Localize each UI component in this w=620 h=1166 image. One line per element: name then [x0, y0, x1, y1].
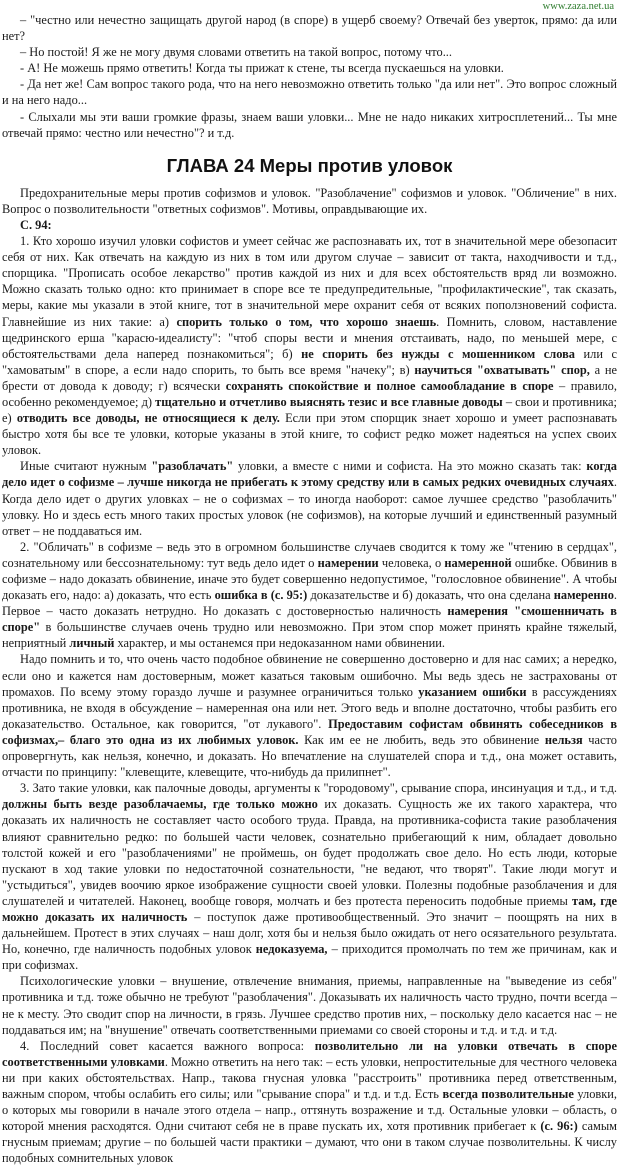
paragraph — [2, 458, 617, 538]
emphasized-text: должны быть везде разоблачаемы, где только можно — [2, 797, 318, 812]
text-segment: доказательстве и б) доказать, что она сделана — [307, 588, 554, 603]
text-segment: человека, о — [378, 555, 445, 570]
text-segment: – свои и противника; е) — [2, 394, 617, 426]
text-segment: . Первое – часто доказать нетрудно. Но доказать с достоверностью наличность — [2, 588, 617, 619]
chapter-title: ГЛАВА 24 Меры против уловок — [166, 154, 453, 176]
emphasized-text: там, где можно доказать их наличность — [2, 893, 617, 924]
text-segment: . Можно ответить на него так: – есть уловки, непростительные для честного человека ни при каких обстоятельствах. Напр., такова гнусная уловка "расстроить" противника перед ответственным, важным спором, чтобы ослабить его силы; или "срывание спора" и т.д. и т.д. Есть — [2, 1054, 618, 1101]
emphasized-text: нельзя — [544, 732, 583, 747]
paragraph — [2, 973, 617, 1037]
emphasized-text: сохранять спокойствие и полное самообладание в споре — [225, 378, 554, 393]
paragraph — [2, 651, 617, 780]
page-marker: С. 94: — [20, 217, 52, 232]
dialogue-line: - Да нет же! Сам вопрос такого рода, что на него невозможно ответить только "да или нет". Это вопрос сложный и на него надо... — [2, 77, 617, 108]
emphasized-text: намеренной — [444, 555, 512, 570]
text-segment: Как им ее не любить, ведь это обвинение — [298, 732, 545, 747]
emphasized-text: не спорить без нужды с мошенником слова — [301, 346, 575, 361]
text-segment: 2. "Обличать" в софизме – ведь это в огромном большинстве случаев сводится к тому же "чтению в сердцах", сознательному или бессознательному: тут ведь дело идет о — [2, 539, 617, 570]
text-segment: ошибке. Обвинив в софизме – надо доказать обвинение, иначе это будет совершенно недопустимое, "голословное обвинение". А чтобы доказать его, надо: а) доказать, что есть — [2, 555, 617, 603]
dialogue-line: – "честно или нечестно защищать другой народ (в споре) в ущерб своему? Отвечай без уверток, прямо: да или нет? — [2, 13, 617, 44]
text-segment: 3. Зато такие уловки, как палочные доводы, аргументы к "городовому", срывание спора, инсинуация и т.д., и т.д. — [20, 781, 617, 796]
emphasized-text: спорить только о том, что хорошо знаешь — [176, 314, 437, 329]
emphasized-text: намеренно — [553, 588, 614, 603]
emphasized-text: недоказуема, — [255, 942, 328, 957]
site-watermark: www.zaza.net.ua — [542, 1, 614, 12]
dialogue-line: – Но постой! Я же не могу двумя словами ответить на такой вопрос, потому что... — [20, 45, 453, 60]
emphasized-text: тщательно и отчетливо выяснять тезис и все главные доводы — [155, 394, 503, 409]
paragraph — [2, 539, 617, 652]
text-segment: их доказать. Сущность же их такого характера, что доказать их наличность не составляет часто особого труда. Правда, на противника-софиста такие разоблачения влияют сравнительно редко: по большей части человек, сознательно прибегающий к ним, обладает довольно толстой кожей и его "разоблачениями" не проймешь, он будет продолжать свое дело. Но есть люди, которые пускают в ход такие уловки по недостаточной сознательности, "не ведают, что творят". Такие люди могут и "устыдиться", увидев воочию яркое изображение сущности своей уловки. Полезны подобные разоблачения и для слушателей и читателей. Наконец, вообще говоря, молчать и без протеста переносить подобные приемы — [2, 797, 617, 908]
text-segment: . Когда дело идет о других уловках – не о софизмах – то иногда наоборот: самое лучшее средство "разоблачить" уловку. Но и здесь есть много таких простых уловок (не софизмов), на которые лучший и единственный разумный ответ – не поддаваться им. — [2, 475, 617, 538]
text-segment: Если при этом спорщик знает хорошо и умеет распознавать быстро хотя бы все те уловки, которые указаны в этой книге, то софист редко может надеяться на успех своих уловок. — [2, 411, 617, 458]
emphasized-text: "разоблачать" — [151, 459, 234, 474]
paragraph — [2, 233, 617, 458]
text-segment: в рассуждениях противника, не входя в обсуждение – намеренная она или нет. Этого ведь и вполне достаточно, чтобы разбить его доказательство. Остальное, как говорится, "от лукавого". — [2, 684, 617, 731]
emphasized-text: Предоставим софистам обвинять собеседников в софизмах,– благо это одна из их любимых уловок. — [2, 716, 618, 747]
dialogue-block — [2, 12, 617, 141]
text-segment: 4. Последний совет касается важного вопроса: — [20, 1038, 315, 1053]
emphasized-text: отводить все доводы, не относящиеся к делу. — [16, 411, 280, 426]
text-segment: Надо помнить и то, что очень часто подобное обвинение не совершенно достоверно и для нас самих; а нередко, если оно и кажется нам достоверным, может казаться таковым ошибочно. Мы ведь здесь не застрахованы от промахов. По всему этому гораздо лучше и разумнее ограничиться только — [2, 652, 617, 699]
emphasized-text: когда дело идет о софизме – лучше никогда не прибегать к этому средству или в самых редких очевидных случаях — [2, 459, 617, 490]
paragraph — [2, 1038, 617, 1166]
text-segment: самым гнусным приемам; другие – по большей части практики – думают, что они в таком случае позволительны. К числу подобных сомнительных уловок — [2, 1119, 617, 1166]
emphasized-text: ошибка в (с. 95:) — [214, 588, 308, 603]
dialogue-line: - Слыхали мы эти ваши громкие фразы, знаем ваши уловки... Мне не надо никаких хитросплетений... Ты мне отвечай прямо: честно или нечестно"? и т.д. — [2, 109, 617, 140]
chapter-summary: Предохранительные меры против софизмов и уловок. "Разоблачение" софизмов и уловок. "Обличение" в них. Вопрос о позволительности "ответных софизмов". Мотивы, оправдывающие их. — [2, 185, 617, 216]
text-segment: – поступок даже противообщественный. Это значит – поощрять на них в дальнейшем. Протест в этих случаях – наш долг, хотя бы и нельзя было ожидать от него осязательного результата. Но, конечно, где наличность подобных уловок — [2, 909, 617, 957]
text-segment: часто опровергнуть, как нельзя, конечно, и доказать. Но впечатление на слушателей спора и т.д., она может оставить, отчасти по принципу: "клевещите, клевещите, что-нибудь да прилипнет". — [2, 732, 617, 780]
document-page — [2, 12, 617, 1166]
text-segment: в большинстве случаев очень трудно или невозможно. При этом спор может принять крайне тяжелый, неприятный — [2, 620, 617, 651]
body-text — [2, 233, 617, 1166]
emphasized-text: личный — [69, 636, 115, 651]
text-segment: Иные считают нужным — [20, 459, 152, 474]
emphasized-text: позволительно ли на уловки отвечать в споре соответственными уловками — [2, 1038, 618, 1069]
emphasized-text: (с. 96:) — [540, 1119, 578, 1134]
emphasized-text: указанием ошибки — [418, 684, 527, 699]
text-segment: . Помнить, словом, наставление щедринского ерша "карасю-идеалисту": "чтоб споры вести и мнения отстаивать, надо, по меньшей мере, с обстоятельствами дела наперед познакомиться"; б) — [2, 314, 617, 361]
emphasized-text: научиться "охватывать" спор, — [414, 362, 590, 377]
emphasized-text: намерении — [317, 555, 379, 570]
text-segment: Психологические уловки – внушение, отвлечение внимания, приемы, направленные на "выведение из себя" противника и т.д. тоже обычно не требуют "разоблачения". Доказывать их наличность часто трудно, почти всегда – не к месту. Это сводит спор на личности, в грязь. Лучшее средство против них, – поскольку дело касается нас – не поддаваться им; на "внушение" отвечать соответственными приемами со своей стороны и т.д. и т.д. и т.д. — [2, 974, 617, 1037]
paragraph — [2, 780, 617, 973]
text-segment: – правило, особенно рекомендуемое; д) — [2, 378, 617, 409]
text-segment: – приходится промолчать по тем же причинам, как и при софизмах. — [2, 942, 618, 973]
text-segment: уловки, а вместе с ними и софиста. На это можно сказать так: — [233, 459, 587, 474]
text-segment: уловки, о которых мы говорили в начале этого отдела – напр., оттянуть возражение и т.д. Остальные уловки – область, о которой мнения расходятся. Одни считают себя не в праве пускать их, хотя противник прибегает к — [2, 1087, 617, 1134]
emphasized-text: всегда позволительные — [442, 1087, 574, 1101]
text-segment: а не брести от довода к доводу; г) всячески — [2, 362, 618, 393]
text-segment: или с "хамоватым" в споре, а если надо спорить, то быть все время "начеку"; в) — [2, 346, 617, 377]
text-segment: 1. Кто хорошо изучил уловки софистов и умеет сейчас же распознавать их, тот в значительной мере обезопасит себя от них. Как отвечать на каждую из них в том или другом случае – зависит от такта, находчивости и т.д., спорщика. "Прописать особое лекарство" против каждой из них и для всех обстоятельств вряд ли возможно. Можно сказать только одно: кто принимает в споре все те предупредительные, "профилактические", так сказать, меры, какие мы указали в этой книге, тот в значительной мере охранит себя от всяких поползновений софиста. Главнейшие из них такие: а) — [2, 234, 617, 329]
emphasized-text: намерения "смошенничать в споре" — [2, 604, 617, 635]
dialogue-line: - А! Не можешь прямо ответить! Когда ты прижат к стене, ты всегда пускаешься на уловки. — [20, 61, 504, 76]
text-segment: характер, и мы останемся при недоказанном нами обвинении. — [114, 636, 445, 651]
